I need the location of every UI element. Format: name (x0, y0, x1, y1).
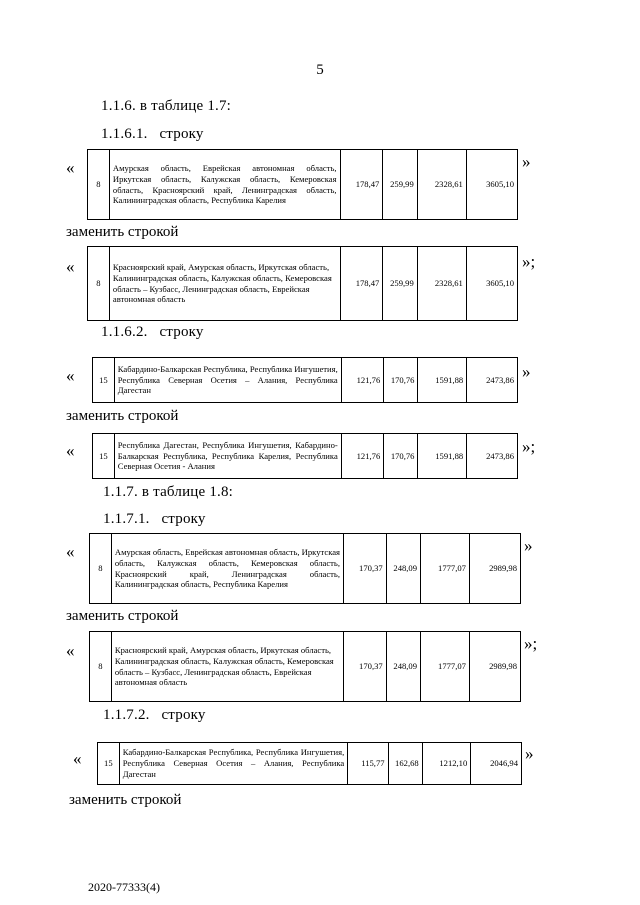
value-cell: 170,76 (384, 434, 418, 479)
value-cell: 121,76 (341, 434, 384, 479)
page-number: 5 (316, 62, 324, 78)
table-row (92, 357, 518, 403)
quote-open: « (73, 749, 82, 768)
quote-open: « (66, 366, 75, 385)
value-cell: 2989,98 (469, 632, 520, 702)
quote-close: » (522, 152, 531, 171)
row-number: 15 (93, 434, 115, 479)
quote-close: » (525, 744, 534, 763)
table-row (97, 742, 522, 785)
replace-label: заменить строкой (66, 408, 179, 424)
row-number: 8 (90, 632, 112, 702)
value-cell: 178,47 (340, 247, 383, 321)
heading-1-1-6: 1.1.6. в таблице 1.7: (101, 98, 232, 114)
value-cell: 115,77 (348, 743, 388, 785)
value-cell: 162,68 (388, 743, 422, 785)
quote-open: « (66, 257, 75, 276)
value-cell: 2046,94 (471, 743, 522, 785)
value-cell: 1212,10 (422, 743, 471, 785)
heading-1-1-6-2: 1.1.6.2. строку (101, 324, 204, 340)
value-cell: 3605,10 (466, 150, 517, 220)
quote-close: »; (522, 437, 536, 456)
value-cell: 2989,98 (469, 534, 520, 604)
quote-open: « (66, 641, 75, 660)
value-cell: 170,37 (344, 534, 387, 604)
regions-cell: Амурская область, Еврейская автономная область, Иркутская область, Калужская область, Кемеровская область, Красноярский край, Ленинградская область, Калининградская область, Республика Карелия (111, 534, 343, 604)
heading-1-1-7: 1.1.7. в таблице 1.8: (103, 484, 234, 500)
row-number: 15 (93, 358, 115, 403)
document-code: 2020-77333(4) (88, 880, 160, 894)
table-row (87, 149, 518, 220)
quote-close: »; (522, 252, 536, 271)
quote-close: » (522, 362, 531, 381)
table-row (92, 433, 518, 479)
regions-cell: Республика Дагестан, Республика Ингушетия, Кабардино-Балкарская Республика, Республика Карелия, Республика Северная Осетия - Алания (114, 434, 341, 479)
value-cell: 248,09 (386, 534, 420, 604)
quote-open: « (66, 158, 75, 177)
value-cell: 248,09 (386, 632, 420, 702)
row-number: 8 (90, 534, 112, 604)
regions-cell: Кабардино-Балкарская Республика, Республика Ингушетия, Республика Северная Осетия – Алания, Республика Дагестан (114, 358, 341, 403)
value-cell: 3605,10 (466, 247, 517, 321)
replace-label: заменить строкой (69, 792, 182, 808)
regions-cell: Красноярский край, Амурская область, Иркутская область, Калининградская область, Калужская область, Кемеровская область – Кузбасс, Ленинградская область, Еврейская автономная область (109, 247, 340, 321)
regions-cell: Амурская область, Еврейская автономная область, Иркутская область, Калужская область, Кемеровская область, Красноярский край, Ленинградская область, Калининградская область, Республика Карелия (109, 150, 340, 220)
replace-label: заменить строкой (66, 224, 179, 240)
value-cell: 1777,07 (421, 534, 470, 604)
quote-close: »; (524, 634, 538, 653)
quote-open: « (66, 441, 75, 460)
value-cell: 2473,86 (467, 434, 518, 479)
heading-1-1-6-1: 1.1.6.1. строку (101, 126, 204, 142)
row-number: 15 (98, 743, 120, 785)
value-cell: 1591,88 (418, 358, 467, 403)
regions-cell: Красноярский край, Амурская область, Иркутская область, Калининградская область, Калужская область, Кемеровская область – Кузбасс, Ленинградская область, Еврейская автономная область (111, 632, 343, 702)
table-row (89, 533, 521, 604)
row-number: 8 (88, 150, 110, 220)
heading-1-1-7-1: 1.1.7.1. строку (103, 511, 206, 527)
value-cell: 178,47 (340, 150, 383, 220)
value-cell: 170,37 (344, 632, 387, 702)
value-cell: 259,99 (383, 150, 417, 220)
value-cell: 2328,61 (417, 150, 466, 220)
value-cell: 2473,86 (467, 358, 518, 403)
table-row (87, 246, 518, 321)
value-cell: 1591,88 (418, 434, 467, 479)
quote-open: « (66, 542, 75, 561)
value-cell: 170,76 (384, 358, 418, 403)
value-cell: 259,99 (383, 247, 417, 321)
row-number: 8 (88, 247, 110, 321)
value-cell: 1777,07 (421, 632, 470, 702)
table-row (89, 631, 521, 702)
quote-close: » (524, 536, 533, 555)
heading-1-1-7-2: 1.1.7.2. строку (103, 707, 206, 723)
regions-cell: Кабардино-Балкарская Республика, Республика Ингушетия, Республика Северная Осетия – Алания, Республика Дагестан (119, 743, 348, 785)
value-cell: 2328,61 (417, 247, 466, 321)
value-cell: 121,76 (341, 358, 384, 403)
replace-label: заменить строкой (66, 608, 179, 624)
